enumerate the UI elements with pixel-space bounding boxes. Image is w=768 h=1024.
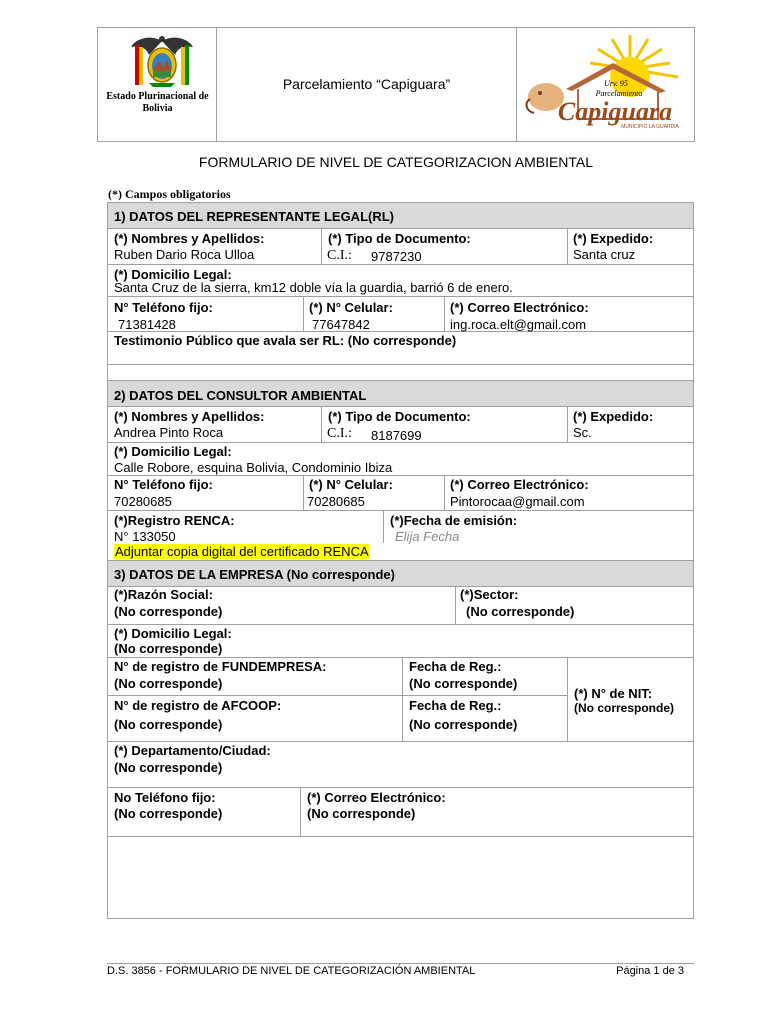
logo-bottom-text: MUNICIPIO LA GUARDIA bbox=[621, 124, 679, 130]
ca-email-label: (*) Correo Electrónico: bbox=[450, 477, 589, 492]
rl-phone-value[interactable]: 71381428 bbox=[118, 317, 176, 332]
co-fundempresa-value[interactable]: (No corresponde) bbox=[114, 676, 223, 691]
required-note: (*) Campos obligatorios bbox=[108, 187, 231, 201]
co-address-value[interactable]: (No corresponde) bbox=[114, 641, 223, 656]
footer-left: D.S. 3856 - FORMULARIO DE NIVEL DE CATEGORIZACIÓN AMBIENTAL bbox=[107, 965, 476, 977]
ca-doc-number[interactable]: 8187699 bbox=[371, 428, 422, 443]
logo-sub-text: Parcelamiento bbox=[595, 89, 643, 98]
co-regdate1-label: Fecha de Reg.: bbox=[409, 659, 502, 674]
ca-issued-label: (*) Expedido: bbox=[573, 409, 654, 424]
co-afcoop-label: N° de registro de AFCOOP: bbox=[114, 698, 282, 713]
form-title: FORMULARIO DE NIVEL DE CATEGORIZACION AMBIENTAL bbox=[198, 154, 594, 170]
co-company-value[interactable]: (No corresponde) bbox=[114, 604, 223, 619]
ca-attach-note: Adjuntar copia digital del certificado RENCA bbox=[115, 544, 369, 559]
co-sector-label: (*)Sector: bbox=[460, 587, 519, 602]
rl-doc-number[interactable]: 9787230 bbox=[371, 249, 422, 264]
rl-email-value[interactable]: ing.roca.elt@gmail.com bbox=[450, 317, 587, 332]
rl-address-label: (*) Domicilio Legal: bbox=[114, 267, 232, 282]
co-sector-value[interactable]: (No corresponde) bbox=[466, 604, 575, 619]
co-dept-value[interactable]: (No corresponde) bbox=[114, 760, 223, 775]
logo-top-text: Urv. 95 bbox=[604, 79, 628, 88]
ca-phone-value[interactable]: 70280685 bbox=[114, 494, 172, 509]
ca-address-value[interactable]: Calle Robore, esquina Bolivia, Condominio Ibiza bbox=[114, 460, 393, 475]
ca-address-label: (*) Domicilio Legal: bbox=[114, 444, 232, 459]
page-number: Página 1 de 3 bbox=[616, 965, 684, 977]
section3-title: 3) DATOS DE LA EMPRESA (No corresponde) bbox=[114, 567, 395, 582]
rl-testimony-label: Testimonio Público que avala ser RL: (No corresponde) bbox=[114, 333, 457, 348]
co-phone-label: No Teléfono fijo: bbox=[114, 790, 216, 805]
rl-names-value[interactable]: Ruben Dario Roca Ulloa bbox=[114, 247, 255, 262]
co-email-label: (*) Correo Electrónico: bbox=[307, 790, 446, 805]
co-regdate2-value[interactable]: (No corresponde) bbox=[409, 717, 518, 732]
logo-brand-text: Capiguara bbox=[557, 97, 673, 126]
section1-title: 1) DATOS DEL REPRESENTANTE LEGAL(RL) bbox=[114, 209, 394, 224]
rl-email-label: (*) Correo Electrónico: bbox=[450, 300, 589, 315]
ca-names-value[interactable]: Andrea Pinto Roca bbox=[114, 425, 224, 440]
co-email-value[interactable]: (No corresponde) bbox=[307, 806, 416, 821]
ca-issued-value[interactable]: Sc. bbox=[573, 425, 592, 440]
co-regdate1-value[interactable]: (No corresponde) bbox=[409, 676, 518, 691]
rl-doctype-value[interactable]: C.I.: bbox=[327, 248, 352, 263]
section2-title: 2) DATOS DEL CONSULTOR AMBIENTAL bbox=[114, 388, 367, 403]
co-afcoop-value[interactable]: (No corresponde) bbox=[114, 717, 223, 732]
co-regdate2-label: Fecha de Reg.: bbox=[409, 698, 502, 713]
rl-cell-label: (*) N° Celular: bbox=[309, 300, 393, 315]
ca-date-label: (*)Fecha de emisión: bbox=[390, 513, 518, 528]
ca-renca-label: (*)Registro RENCA: bbox=[114, 513, 235, 528]
co-dept-label: (*) Departamento/Ciudad: bbox=[114, 743, 271, 758]
rl-issued-label: (*) Expedido: bbox=[573, 231, 654, 246]
header-title: Parcelamiento “Capiguara” bbox=[282, 76, 451, 92]
rl-issued-value[interactable]: Santa cruz bbox=[573, 247, 636, 262]
ca-cell-value[interactable]: 70280685 bbox=[307, 494, 365, 509]
ca-doctype-label: (*) Tipo de Documento: bbox=[328, 409, 471, 424]
co-fundempresa-label: N° de registro de FUNDEMPRESA: bbox=[114, 659, 327, 674]
co-nit-label: (*) N° de NIT: bbox=[574, 686, 653, 701]
ca-cell-label: (*) N° Celular: bbox=[309, 477, 393, 492]
ca-names-label: (*) Nombres y Apellidos: bbox=[114, 409, 265, 424]
co-phone-value[interactable]: (No corresponde) bbox=[114, 806, 223, 821]
ca-doctype-value[interactable]: C.I.: bbox=[327, 426, 352, 441]
co-nit-value[interactable]: (No corresponde) bbox=[574, 701, 675, 715]
ca-date-picker[interactable]: Elija Fecha bbox=[395, 529, 460, 544]
ca-email-value[interactable]: Pintorocaa@gmail.com bbox=[450, 494, 585, 509]
rl-phone-label: N° Teléfono fijo: bbox=[114, 300, 213, 315]
co-address-label: (*) Domicilio Legal: bbox=[114, 626, 232, 641]
ca-phone-label: N° Teléfono fijo: bbox=[114, 477, 213, 492]
ca-renca-value[interactable]: N° 133050 bbox=[114, 529, 176, 544]
rl-doctype-label: (*) Tipo de Documento: bbox=[328, 231, 471, 246]
co-company-label: (*)Razón Social: bbox=[114, 587, 213, 602]
coat-of-arms-icon bbox=[127, 31, 197, 91]
state-name: Estado Plurinacional de Bolivia bbox=[106, 91, 209, 114]
rl-cell-value[interactable]: 77647842 bbox=[312, 317, 370, 332]
rl-names-label: (*) Nombres y Apellidos: bbox=[114, 231, 265, 246]
rl-address-value[interactable]: Santa Cruz de la sierra, km12 doble vía la guardia, barrió 6 de enero. bbox=[114, 280, 513, 295]
